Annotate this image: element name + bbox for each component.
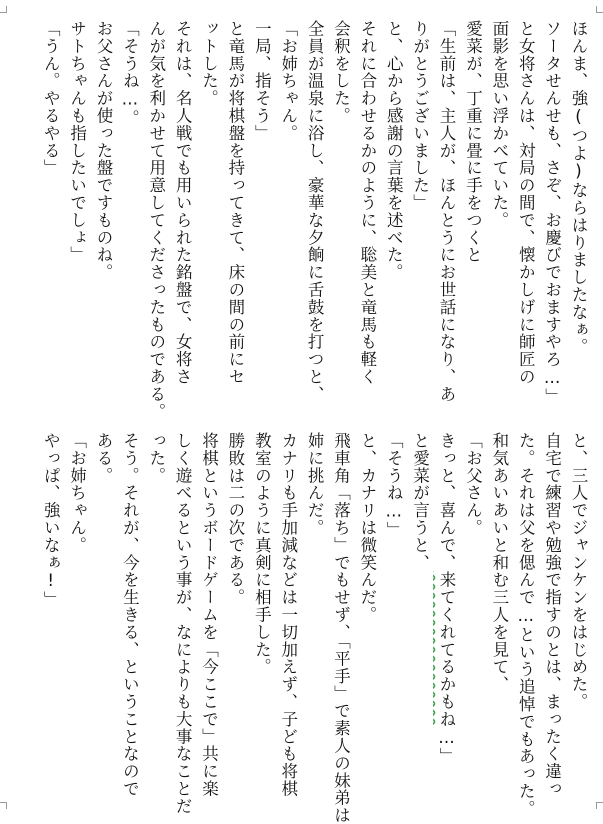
- text-line: りがとうございました」: [410, 20, 430, 212]
- text-line: 自宅で練習や勉強で指すのとは、まったく違っ: [542, 432, 562, 798]
- text-line: と愛菜が言うと、: [410, 432, 430, 572]
- text-fragment: きっと、喜んで、: [437, 432, 457, 572]
- top-text-block: [37, 20, 591, 421]
- text-fragment: …」: [437, 727, 457, 766]
- text-line: 「お父さん。: [463, 432, 483, 537]
- text-line: 教室のように真剣に相手した。: [252, 432, 272, 676]
- text-line: と、三人でジャンケンをはじめた。: [569, 432, 588, 711]
- text-line: と、心から感謝の言葉を述べた。: [384, 20, 404, 281]
- text-line: そう。それが、今を生きる、ということなので: [120, 432, 140, 798]
- text-line: ある。: [93, 432, 113, 485]
- text-line: 和気あいあいと和む三人を見て、: [489, 432, 509, 693]
- text-line: んが気を利かせて用意してくださったものである。: [146, 20, 166, 421]
- proofing-wavy-underline: 来てくれてるかもね: [437, 571, 457, 728]
- text-line: た。それは父を偲んで…という追悼でもあった。: [516, 432, 536, 818]
- text-line: と竜馬が将棋盤を持ってきて、床の間の前にセ: [225, 20, 245, 386]
- text-line: 勝敗は二の次である。: [225, 432, 245, 606]
- text-line: ソータせんせも、さぞ、お慶びでおますやろ…」: [542, 20, 562, 406]
- text-line: サトちゃんも指したいでしょ」: [67, 20, 87, 264]
- page-corner-mark: [596, 802, 603, 809]
- bottom-text-block: [37, 432, 591, 824]
- text-line: った。: [146, 432, 166, 485]
- page-corner-mark: [596, 6, 603, 13]
- text-line: 「生前は、主人が、ほんとうにお世話になり、あ: [437, 20, 457, 403]
- text-line: しく遊べるという事が、なによりも大事なことだ: [173, 432, 193, 815]
- text-line: それは、名人戦でも用いられた銘盤で、女将さ: [173, 20, 193, 386]
- text-line: やっぱ、強いなぁ!」: [41, 432, 61, 609]
- text-line: 面影を思い浮かべていた。: [489, 20, 509, 229]
- text-line: 一局、指そう」: [252, 20, 272, 142]
- text-line: 「うん。やるやる」: [41, 20, 61, 177]
- text-line: 会釈をした。: [331, 20, 351, 125]
- page-corner-mark: [0, 802, 7, 809]
- text-line: ほんま、強(つよ)ならはりましたなぁ。: [569, 20, 588, 356]
- text-line: 「そうね…」: [384, 432, 404, 539]
- page-corner-mark: [0, 6, 7, 13]
- text-line: 姉に挑んだ。: [305, 432, 325, 537]
- text-line: カナリも手加減などは一切加えず、子ども将棋: [278, 432, 298, 798]
- text-line: 「お姉ちゃん。: [278, 20, 298, 142]
- text-line: 愛菜が、丁重に畳に手をつくと: [463, 20, 483, 264]
- text-line: お父さんが使った盤ですものね。: [93, 20, 113, 281]
- text-line: 全員が温泉に浴し、豪華な夕餉に舌鼓を打つと、: [305, 20, 325, 403]
- text-line: 「そうね…。: [120, 20, 140, 127]
- text-line: ットした。: [199, 20, 219, 107]
- text-line: それに合わせるかのように、聡美と竜馬も軽く: [357, 20, 377, 386]
- text-line: 「お姉ちゃん。: [67, 432, 87, 554]
- text-line: 飛車角「落ち」でもせず、「平手」で素人の妹弟は: [331, 432, 351, 824]
- text-line-with-proofing-mark: [433, 432, 459, 765]
- text-line: と、カナリは微笑んだ。: [357, 432, 377, 624]
- text-line: 将棋というボードゲームを「今ここで」共に楽: [199, 432, 219, 798]
- text-line: と女将さんは、対局の間で、懐かしげに師匠の: [516, 20, 536, 386]
